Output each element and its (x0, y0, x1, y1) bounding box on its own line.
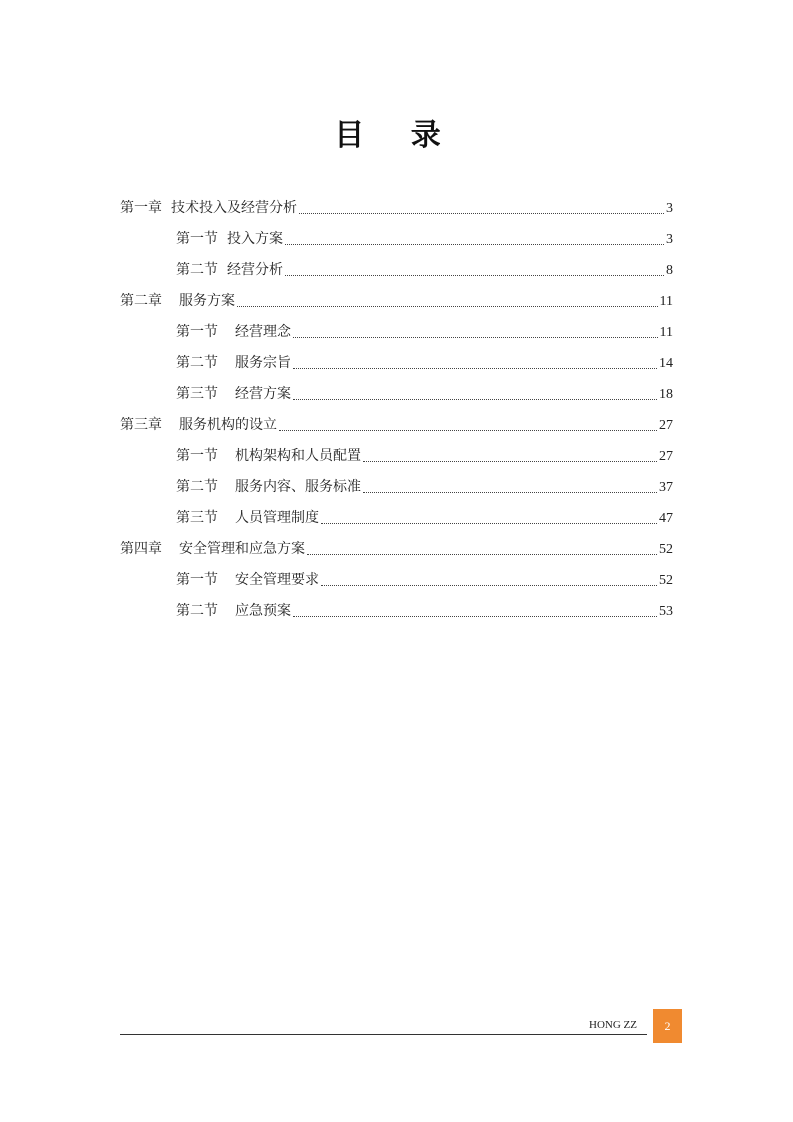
toc-entry-page: 11 (659, 294, 673, 309)
toc-entry-label: 安全管理要求 (235, 572, 319, 588)
toc-entry-page: 52 (659, 542, 673, 557)
toc-entry[interactable] (120, 565, 673, 596)
toc-entry-number: 第二节 (176, 603, 218, 619)
toc-entry-label: 服务宗旨 (235, 355, 291, 371)
toc-entry-number: 第二节 (176, 262, 218, 278)
dot-leader (293, 399, 657, 400)
toc-entry-number: 第一节 (176, 231, 218, 247)
toc-entry-number: 第一节 (176, 324, 218, 340)
toc-entry-page: 27 (659, 418, 673, 433)
toc-entry-page: 14 (659, 356, 673, 371)
toc-entry[interactable] (120, 503, 673, 534)
dot-leader (285, 244, 664, 245)
toc-entry-number: 第一章 (120, 200, 162, 216)
toc-entry-page: 52 (659, 573, 673, 588)
toc-entry-label: 经营方案 (235, 386, 291, 402)
toc-entry-label: 服务内容、服务标准 (235, 479, 361, 495)
dot-leader (307, 554, 657, 555)
toc-entry[interactable] (120, 472, 673, 503)
toc-entry-number: 第二章 (120, 293, 162, 309)
toc-entry-number: 第四章 (120, 541, 162, 557)
dot-leader (363, 461, 657, 462)
toc-entry[interactable] (120, 193, 673, 224)
toc-entry-number: 第三章 (120, 417, 162, 433)
toc-entry[interactable] (120, 441, 673, 472)
dot-leader (363, 492, 657, 493)
page-number-badge: 2 (653, 1009, 682, 1043)
toc-title: 目 录 (334, 118, 459, 153)
dot-leader (285, 275, 664, 276)
dot-leader (279, 430, 657, 431)
toc-entry-label: 人员管理制度 (235, 510, 319, 526)
toc-entry-page: 8 (666, 263, 673, 278)
toc-entry-page: 37 (659, 480, 673, 495)
toc-entry[interactable] (120, 379, 673, 410)
toc-entry-label: 服务方案 (179, 293, 235, 309)
toc-entry-page: 3 (666, 232, 673, 247)
toc-entry-page: 53 (659, 604, 673, 619)
toc-entry-label: 服务机构的设立 (179, 417, 277, 433)
toc-entry-label: 经营理念 (235, 324, 291, 340)
toc-entry-page: 3 (666, 201, 673, 216)
dot-leader (321, 585, 657, 586)
toc-entry[interactable] (120, 348, 673, 379)
toc-entry-number: 第三节 (176, 386, 218, 402)
toc-entry[interactable] (120, 255, 673, 286)
toc-entry-number: 第二节 (176, 479, 218, 495)
toc-entry-label: 技术投入及经营分析 (171, 200, 297, 216)
toc-entry-page: 18 (659, 387, 673, 402)
toc-entry-number: 第一节 (176, 448, 218, 464)
toc-entry[interactable] (120, 534, 673, 565)
toc-entry-page: 27 (659, 449, 673, 464)
toc-entry-page: 47 (659, 511, 673, 526)
toc-entry[interactable] (120, 224, 673, 255)
toc-entry-label: 经营分析 (227, 262, 283, 278)
toc-entry-label: 投入方案 (227, 231, 283, 247)
toc-entry-label: 应急预案 (235, 603, 291, 619)
toc-entry[interactable] (120, 286, 673, 317)
toc-entry-page: 11 (659, 325, 673, 340)
dot-leader (293, 616, 657, 617)
dot-leader (293, 337, 658, 338)
toc-entry-number: 第三节 (176, 510, 218, 526)
dot-leader (237, 306, 658, 307)
table-of-contents (120, 193, 673, 627)
dot-leader (299, 213, 664, 214)
dot-leader (321, 523, 657, 524)
footer-divider (120, 1034, 647, 1035)
toc-entry[interactable] (120, 596, 673, 627)
toc-entry-label: 机构架构和人员配置 (235, 448, 361, 464)
toc-entry-number: 第一节 (176, 572, 218, 588)
toc-entry[interactable] (120, 410, 673, 441)
toc-entry[interactable] (120, 317, 673, 348)
toc-entry-number: 第二节 (176, 355, 218, 371)
dot-leader (293, 368, 657, 369)
footer-text: HONG ZZ (589, 1019, 637, 1031)
toc-entry-label: 安全管理和应急方案 (179, 541, 305, 557)
